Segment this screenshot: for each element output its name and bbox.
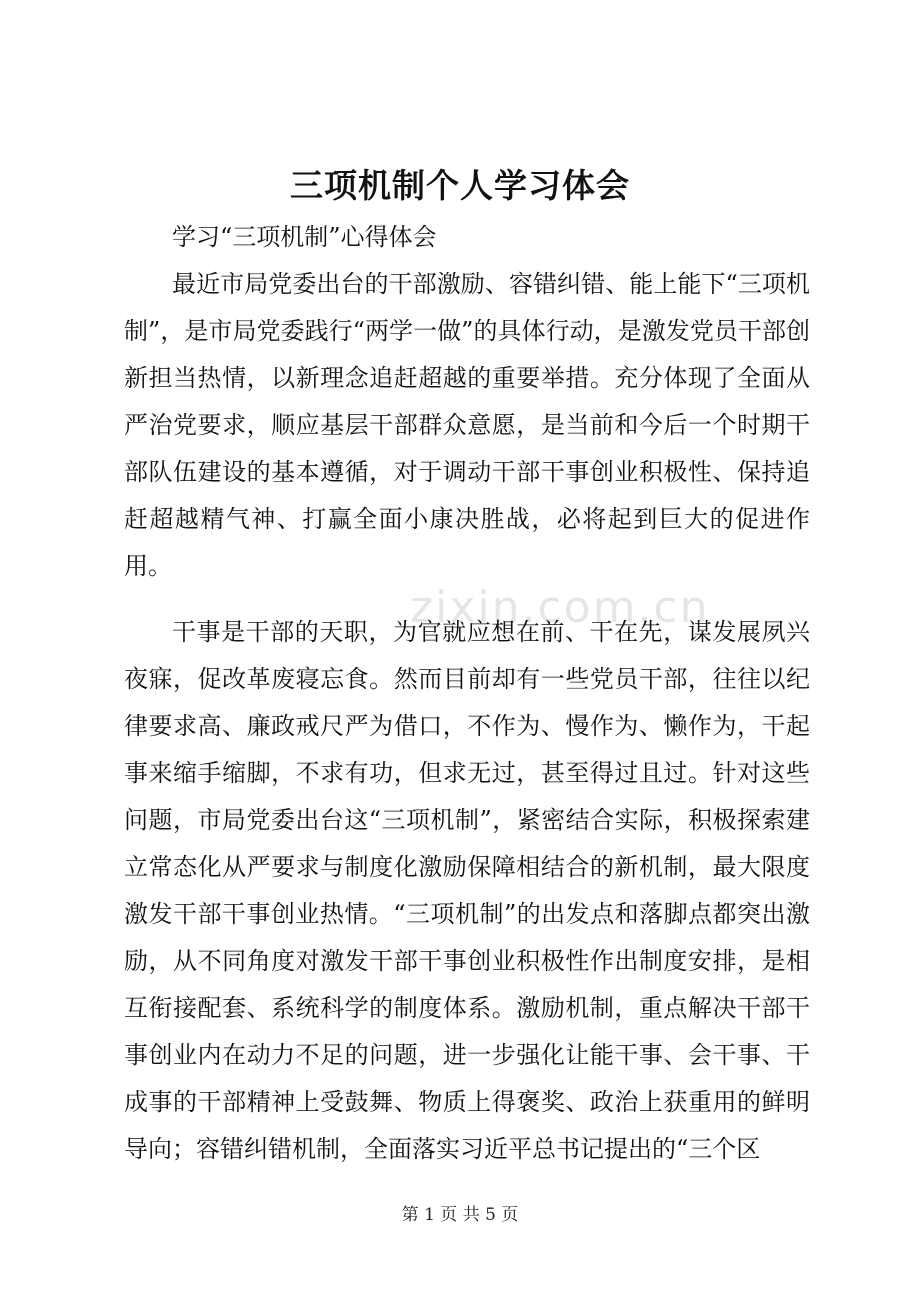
document-title: 三项机制个人学习体会 — [290, 166, 630, 205]
document-body — [124, 214, 810, 1173]
watermark: zixin.com.cn — [410, 582, 710, 633]
page-footer: 第 1 页 共 5 页 — [401, 1205, 519, 1225]
paragraph-1: 最近市局党委出台的干部激励、容错纠错、能上能下“三项机制”，是市局党委践行“两学一做”的具体行动，是激发党员干部创新担当热情，以新理念追赶超越的重要举措。充分体现了全面从严治党要求，顺应基层干部群众意愿，是当前和今后一个时期干部队伍建设的基本遵循，对于调动干部干事创业积极性、保持追赶超越精气神、打赢全面小康决胜战，必将起到巨大的促进作用。 — [124, 270, 810, 580]
subtitle-line: 学习“三项机制”心得体会 — [172, 223, 437, 251]
paragraph-2: 干事是干部的天职，为官就应想在前、干在先，谋发展夙兴夜寐，促改革废寝忘食。然而目前却有一些党员干部，往往以纪律要求高、廉政戒尺严为借口，不作为、慢作为、懒作为，干起事来缩手缩脚，不求有功，但求无过，甚至得过且过。针对这些问题，市局党委出台这“三项机制”，紧密结合实际，积极探索建立常态化从严要求与制度化激励保障相结合的新机制，最大限度激发干部干事创业热情。“三项机制”的出发点和落脚点都突出激励，从不同角度对激发干部干事创业积极性作出制度安排，是相互衔接配套、系统科学的制度体系。激励机制，重点解决干部干事创业内在动力不足的问题，进一步强化让能干事、会干事、干成事的干部精神上受鼓舞、物质上得褒奖、政治上获重用的鲜明导向；容错纠错机制，全面落实习近平总书记提出的“三个区 — [124, 618, 810, 1163]
